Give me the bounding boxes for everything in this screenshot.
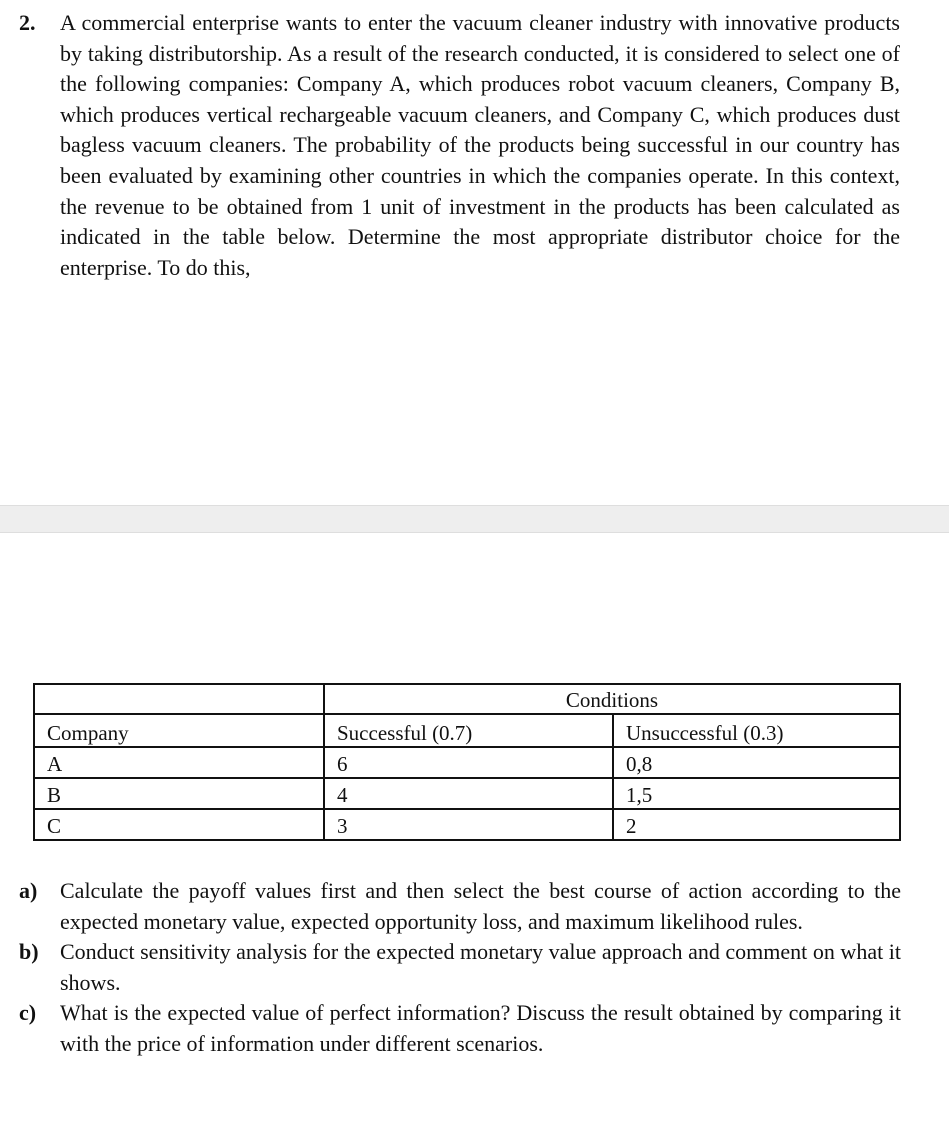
table-row [34,778,900,809]
task-text: Conduct sensitivity analysis for the expected monetary value approach and comment on what it shows. [60,939,901,995]
task-text: Calculate the payoff values first and then select the best course of action according to the expected monetary value, expected opportunity loss, and maximum likelihood rules. [60,878,901,934]
payoff-table [33,683,901,841]
task-label: a) [19,878,38,903]
table-row [34,809,900,840]
task-b [19,937,901,998]
page-divider [0,505,949,533]
successful-cell: 6 [324,747,613,778]
conditions-header: Conditions [324,684,900,714]
task-label: c) [19,1000,37,1026]
table-row [34,747,900,778]
task-c [19,998,901,1059]
successful-cell: 4 [324,778,613,809]
unsuccessful-cell: 1,5 [613,778,900,809]
unsuccessful-cell: 0,8 [613,747,900,778]
table-header-row [34,714,900,747]
company-cell: C [34,809,324,840]
header-unsuccessful: Unsuccessful (0.3) [613,714,900,747]
successful-cell: 3 [324,809,613,840]
header-successful: Successful (0.7) [324,714,613,747]
task-label: b) [19,939,39,965]
task-list [19,876,901,1060]
question-text: A commercial enterprise wants to enter the vacuum cleaner industry with innovative products by taking distributorship. As a result of the research conducted, it is considered to select one of the following companies: Company A, which produces robot vacuum cleaners, Company B, which produces vertical rechargeable vacuum cleaners, and Company C, which produces dust bagless vacuum cleaners. The probability of the products being successful in our country has been evaluated by examining other countries in which the companies operate. In this context, the revenue to be obtained from 1 unit of investment in the products has been calculated as indicated in the table below. Determine the most appropriate distributor choice for the enterprise. To do this, [60,10,900,280]
table-empty-cell [34,684,324,714]
task-a [19,876,901,937]
unsuccessful-cell: 2 [613,809,900,840]
table-group-header-row [34,684,900,714]
header-company: Company [34,714,324,747]
question-number: 2. [19,10,36,35]
company-cell: B [34,778,324,809]
company-cell: A [34,747,324,778]
task-text: What is the expected value of perfect information? Discuss the result obtained by comparing it with the price of information under different scenarios. [60,1000,901,1056]
